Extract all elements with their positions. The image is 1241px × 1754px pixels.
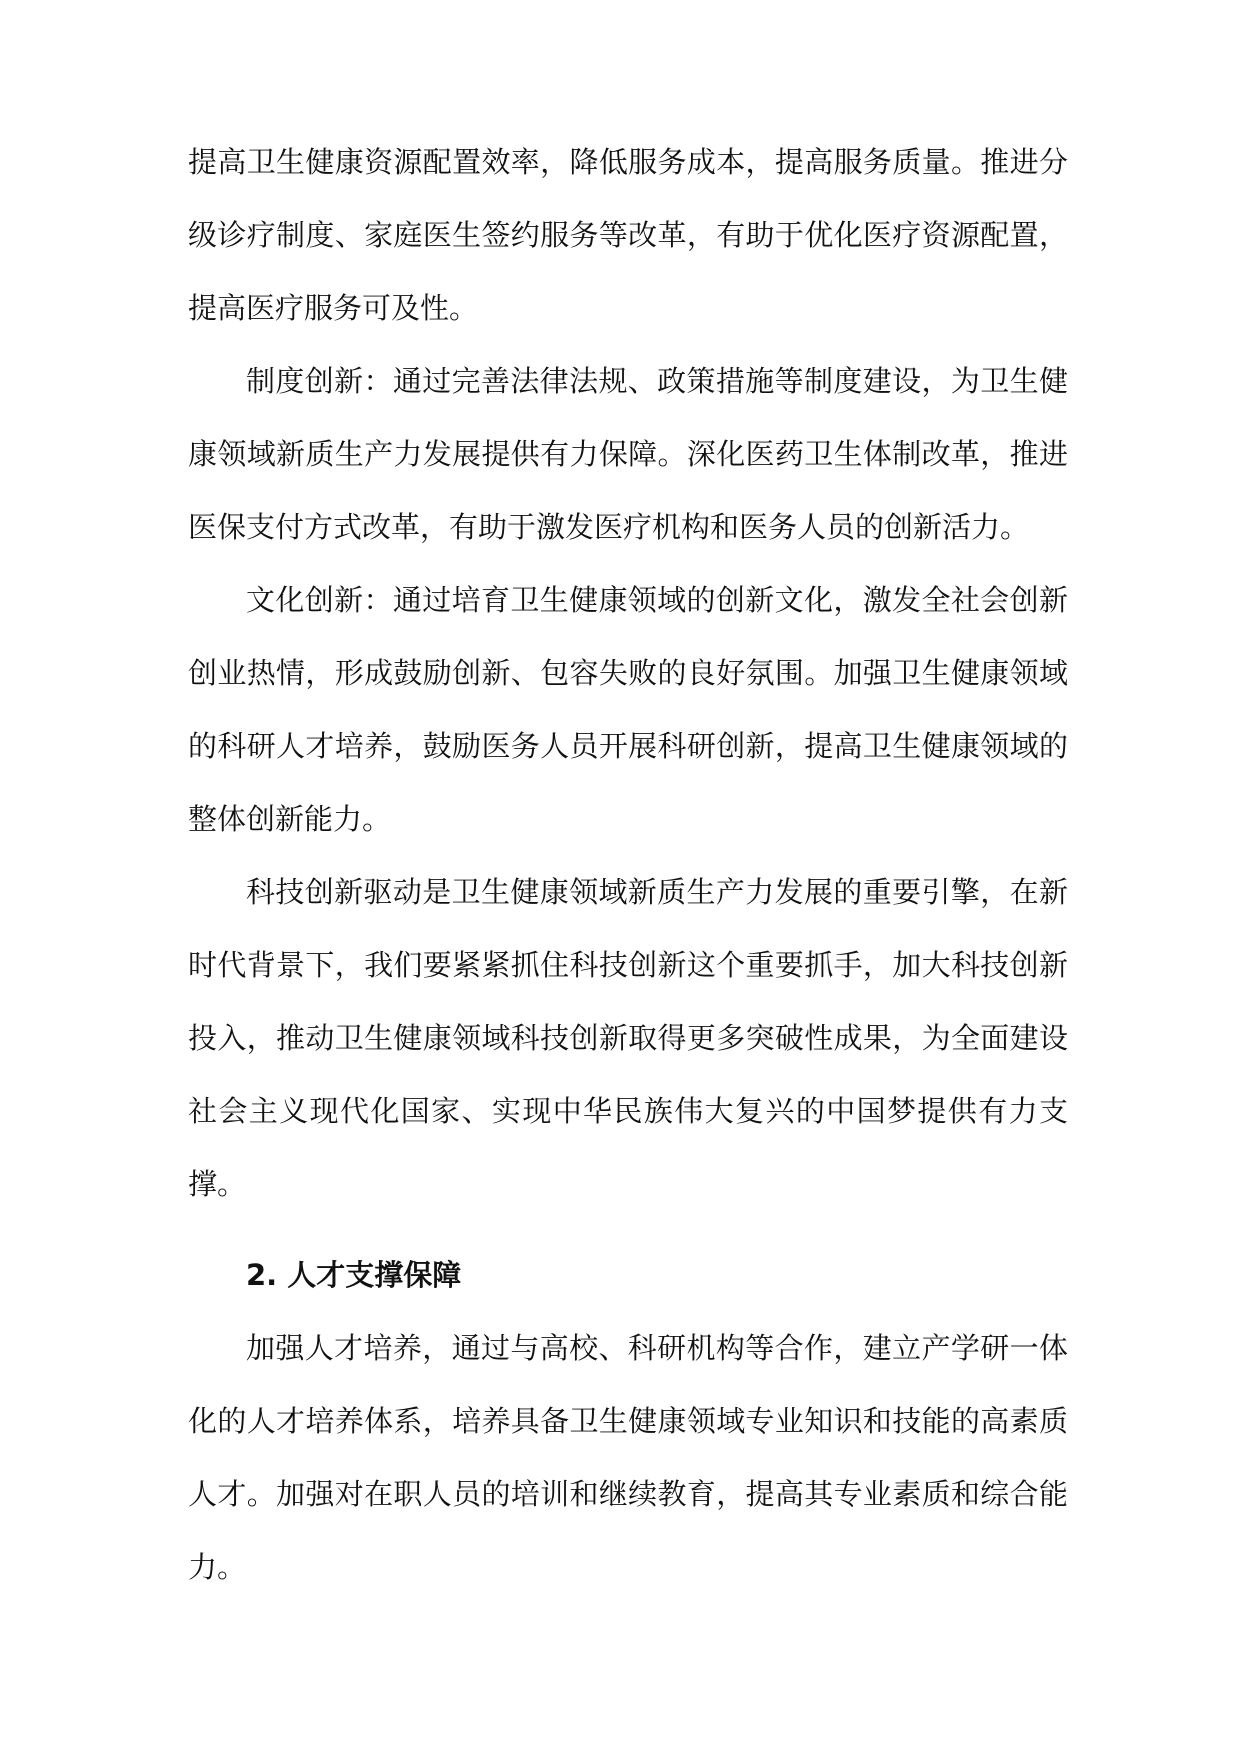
paragraph-talent-training: 加强人才培养，通过与高校、科研机构等合作，建立产学研一体化的人才培养体系，培养具备卫生健康领域专业知识和技能的高素质人才。加强对在职人员的培训和继续教育，提高其专业素质和综合能力。 bbox=[188, 1331, 1068, 1584]
paragraph-cultural-innovation: 文化创新：通过培育卫生健康领域的创新文化，激发全社会创新创业热情，形成鼓励创新、包容失败的良好氛围。加强卫生健康领域的科研人才培养，鼓励医务人员开展科研创新，提高卫生健康领域的整体创新能力。 bbox=[188, 583, 1068, 836]
paragraph-institutional-innovation: 制度创新：通过完善法律法规、政策措施等制度建设，为卫生健康领域新质生产力发展提供有力保障。深化医药卫生体制改革，推进医保支付方式改革，有助于激发医疗机构和医务人员的创新活力。 bbox=[188, 364, 1068, 544]
section-heading-talent-support: 2. 人才支撑保障 bbox=[246, 1258, 462, 1292]
document-body bbox=[188, 126, 1068, 1604]
paragraph-tech-innovation-summary: 科技创新驱动是卫生健康领域新质生产力发展的重要引擎，在新时代背景下，我们要紧紧抓住科技创新这个重要抓手，加大科技创新投入，推动卫生健康领域科技创新取得更多突破性成果，为全面建设社会主义现代化国家、实现中华民族伟大复兴的中国梦提供有力支撑。 bbox=[188, 875, 1068, 1201]
paragraph-resource-allocation: 提高卫生健康资源配置效率，降低服务成本，提高服务质量。推进分级诊疗制度、家庭医生签约服务等改革，有助于优化医疗资源配置，提高医疗服务可及性。 bbox=[188, 145, 1068, 325]
